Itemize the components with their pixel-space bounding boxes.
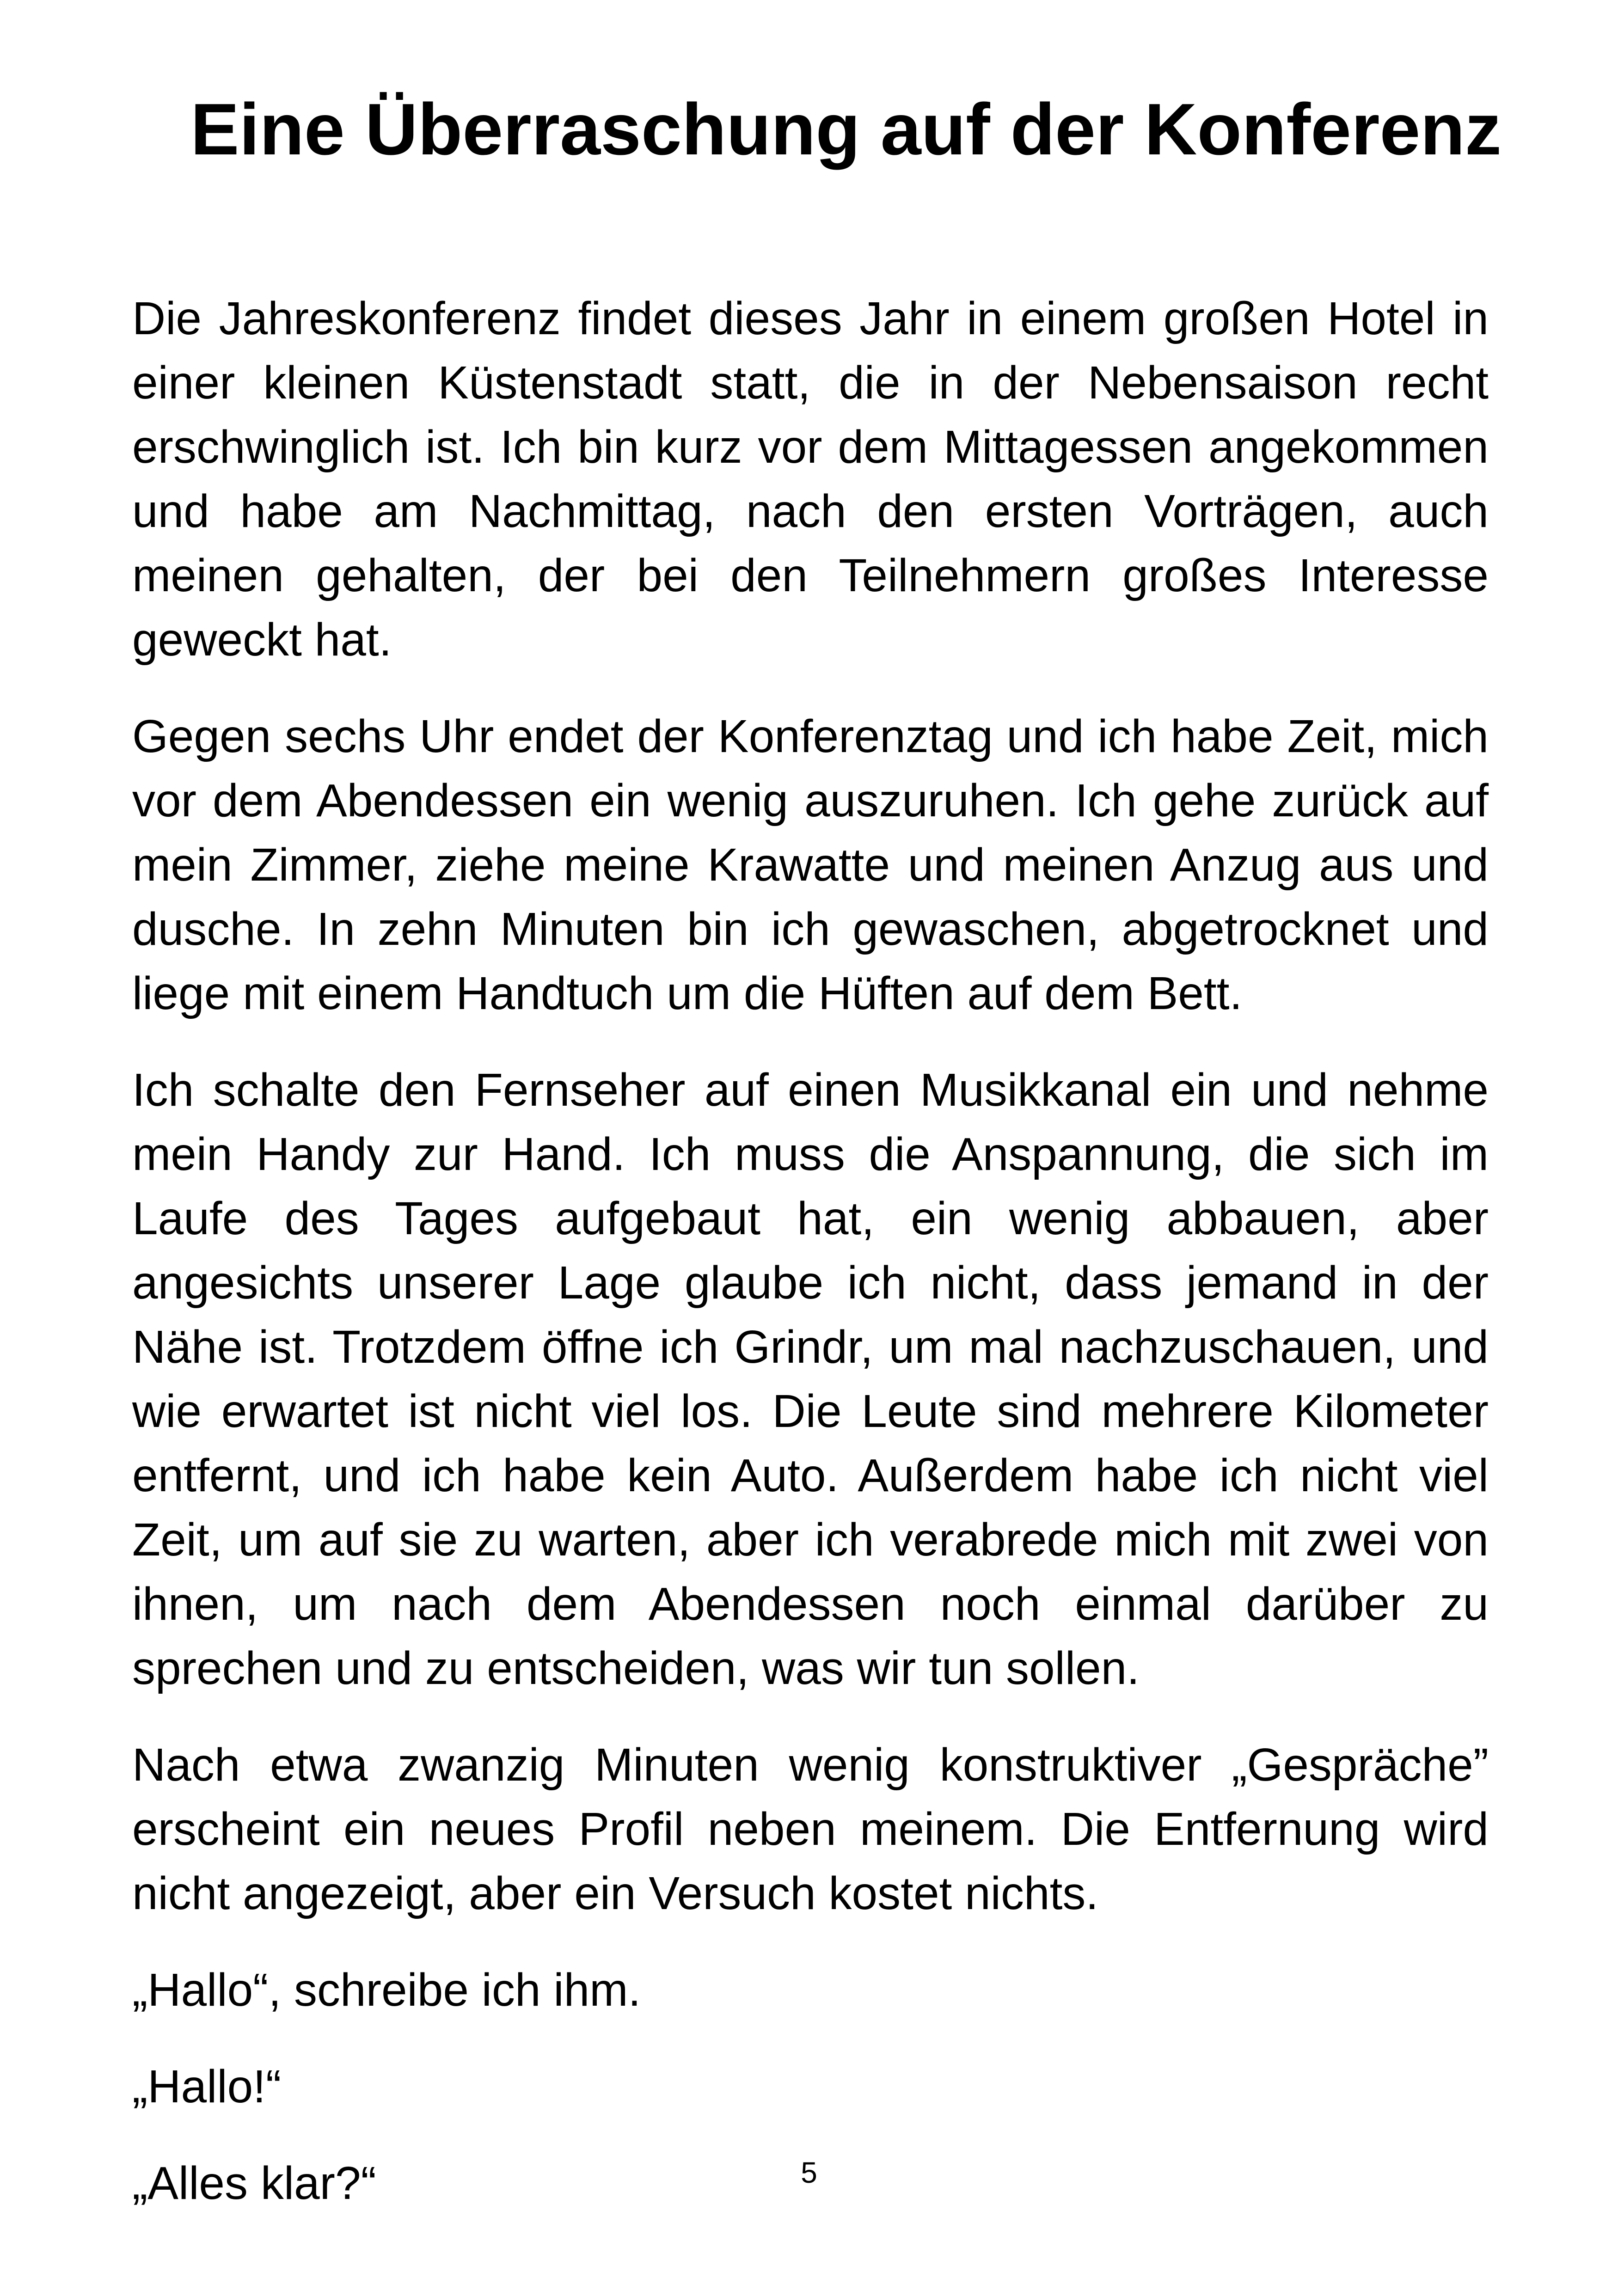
paragraph: Die Jahreskonferenz findet dieses Jahr in einem großen Hotel in einer kleinen Küstenstadt statt, die in der Nebensaison recht erschwinglich ist. Ich bin kurz vor dem Mittagessen angekommen und habe am Nachmittag, nach den ersten Vorträgen, auch meinen gehalten, der bei den Teilnehmern großes Interesse geweckt hat. [132, 293, 1489, 666]
paragraph: Gegen sechs Uhr endet der Konferenztag und ich habe Zeit, mich vor dem Abendessen ein wenig auszuruhen. Ich gehe zurück auf mein Zimmer, ziehe meine Krawatte und meinen Anzug aus und dusche. In zehn Minuten bin ich gewaschen, abgetrocknet und liege mit einem Handtuch um die Hüften auf dem Bett. [132, 710, 1489, 1019]
dialog-line: „Alles klar?“ [132, 2157, 376, 2209]
dialog-line: „Hallo!“ [132, 2061, 282, 2112]
paragraph: Nach etwa zwanzig Minuten wenig konstruktiver „Gespräche” erscheint ein neues Profil neben meinem. Die Entfernung wird nicht angezeigt, aber ein Versuch kostet nichts. [132, 1739, 1489, 1919]
dialog-line: „Hallo“, schreibe ich ihm. [132, 1964, 641, 2016]
body-text [132, 287, 1489, 2248]
paragraph: Ich schalte den Fernseher auf einen Musikkanal ein und nehme mein Handy zur Hand. Ich muss die Anspannung, die sich im Laufe des Tages aufgebaut hat, ein wenig abbauen, aber angesichts unserer Lage glaube ich nicht, dass jemand in der Nähe ist. Trotzdem öffne ich Grindr, um mal nachzuschauen, und wie erwartet ist nicht viel los. Die Leute sind mehrere Kilometer entfernt, und ich habe kein Auto. Außerdem habe ich nicht viel Zeit, um auf sie zu warten, aber ich verabrede mich mit zwei von ihnen, um nach dem Abendessen noch einmal darüber zu sprechen und zu entscheiden, was wir tun sollen. [132, 1064, 1489, 1694]
page-number: 5 [801, 2156, 817, 2189]
page-title: Eine Überraschung auf der Konferenz [190, 89, 1502, 170]
